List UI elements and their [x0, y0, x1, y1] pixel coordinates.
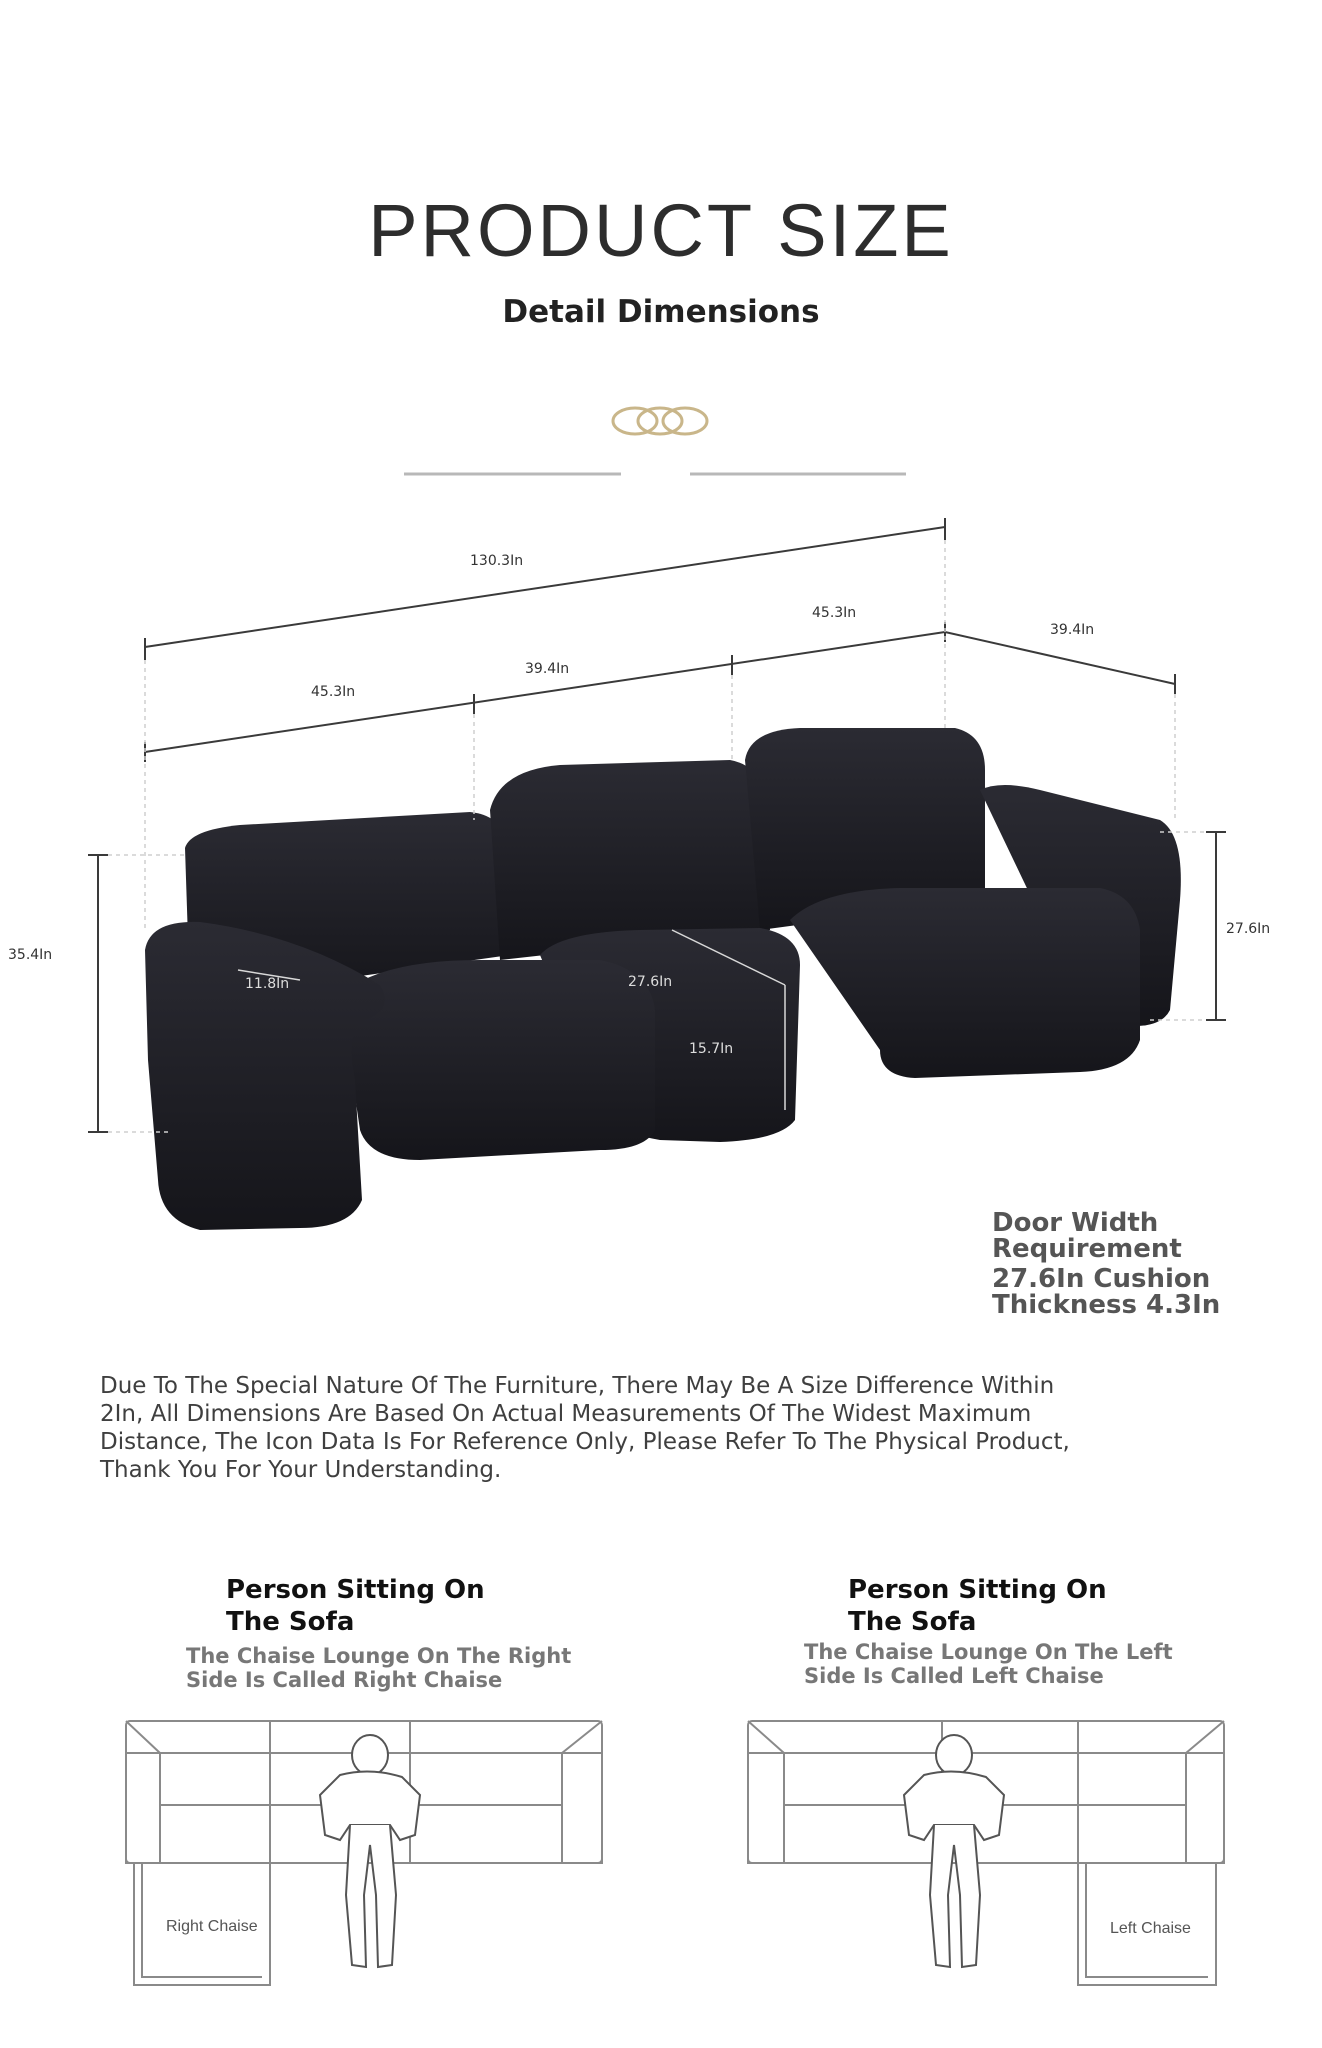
right-chaise-desc-line2: Side Is Called Right Chaise	[186, 1668, 503, 1692]
seated-person-icon	[904, 1735, 1004, 1967]
left-chaise-desc-line1: The Chaise Lounge On The Left	[804, 1640, 1173, 1664]
dim-seat-height: 15.7In	[689, 1041, 734, 1057]
right-chaise-label: Right Chaise	[166, 1918, 258, 1935]
dim-arm-height: 27.6In	[1226, 921, 1271, 937]
door-note-line1: Door Width	[992, 1208, 1159, 1238]
right-chaise-title-line2: The Sofa	[226, 1607, 355, 1637]
left-chaise-title-line2: The Sofa	[848, 1607, 977, 1637]
disclaimer-line1: Due To The Special Nature Of The Furniture, There May Be A Size Difference Within	[100, 1373, 1055, 1399]
dim-total-length: 130.3In	[470, 553, 524, 569]
right-chaise-diagram	[120, 1715, 610, 1995]
seated-person-icon	[320, 1735, 420, 1967]
left-chaise-desc-line2: Side Is Called Left Chaise	[804, 1664, 1104, 1688]
right-chaise-title-line1: Person Sitting On	[226, 1575, 485, 1605]
dim-seat-depth: 27.6In	[628, 974, 673, 990]
door-note-line3: 27.6In Cushion	[992, 1264, 1211, 1294]
left-chaise-label: Left Chaise	[1110, 1920, 1191, 1937]
page-subtitle: Detail Dimensions	[502, 294, 820, 330]
page-title: PRODUCT SIZE	[368, 189, 954, 272]
disclaimer-line3: Distance, The Icon Data Is For Reference Only, Please Refer To The Physical Product,	[100, 1429, 1070, 1455]
door-note-line2: Requirement	[992, 1234, 1182, 1264]
disclaimer-line4: Thank You For Your Understanding.	[100, 1457, 502, 1483]
door-note-line4: Thickness 4.3In	[992, 1290, 1221, 1320]
left-chaise-diagram	[742, 1715, 1232, 1995]
door-width-note	[992, 1210, 1292, 1318]
dim-armrest-width: 11.8In	[245, 976, 290, 992]
dim-section-right: 45.3In	[812, 605, 857, 621]
right-chaise-desc-line1: The Chaise Lounge On The Right	[186, 1644, 572, 1668]
dim-section-middle: 39.4In	[525, 661, 570, 677]
right-chaise-description	[186, 1644, 626, 1692]
disclaimer-line2: 2In, All Dimensions Are Based On Actual Measurements Of The Widest Maximum	[100, 1401, 1032, 1427]
dim-section-left: 45.3In	[311, 684, 356, 700]
left-chaise-heading	[848, 1574, 1268, 1638]
left-chaise-description	[804, 1640, 1264, 1688]
disclaimer-text	[100, 1372, 1100, 1484]
dim-depth: 39.4In	[1050, 622, 1095, 638]
dim-total-height: 35.4In	[8, 947, 53, 963]
left-chaise-title-line1: Person Sitting On	[848, 1575, 1107, 1605]
right-chaise-heading	[226, 1574, 646, 1638]
